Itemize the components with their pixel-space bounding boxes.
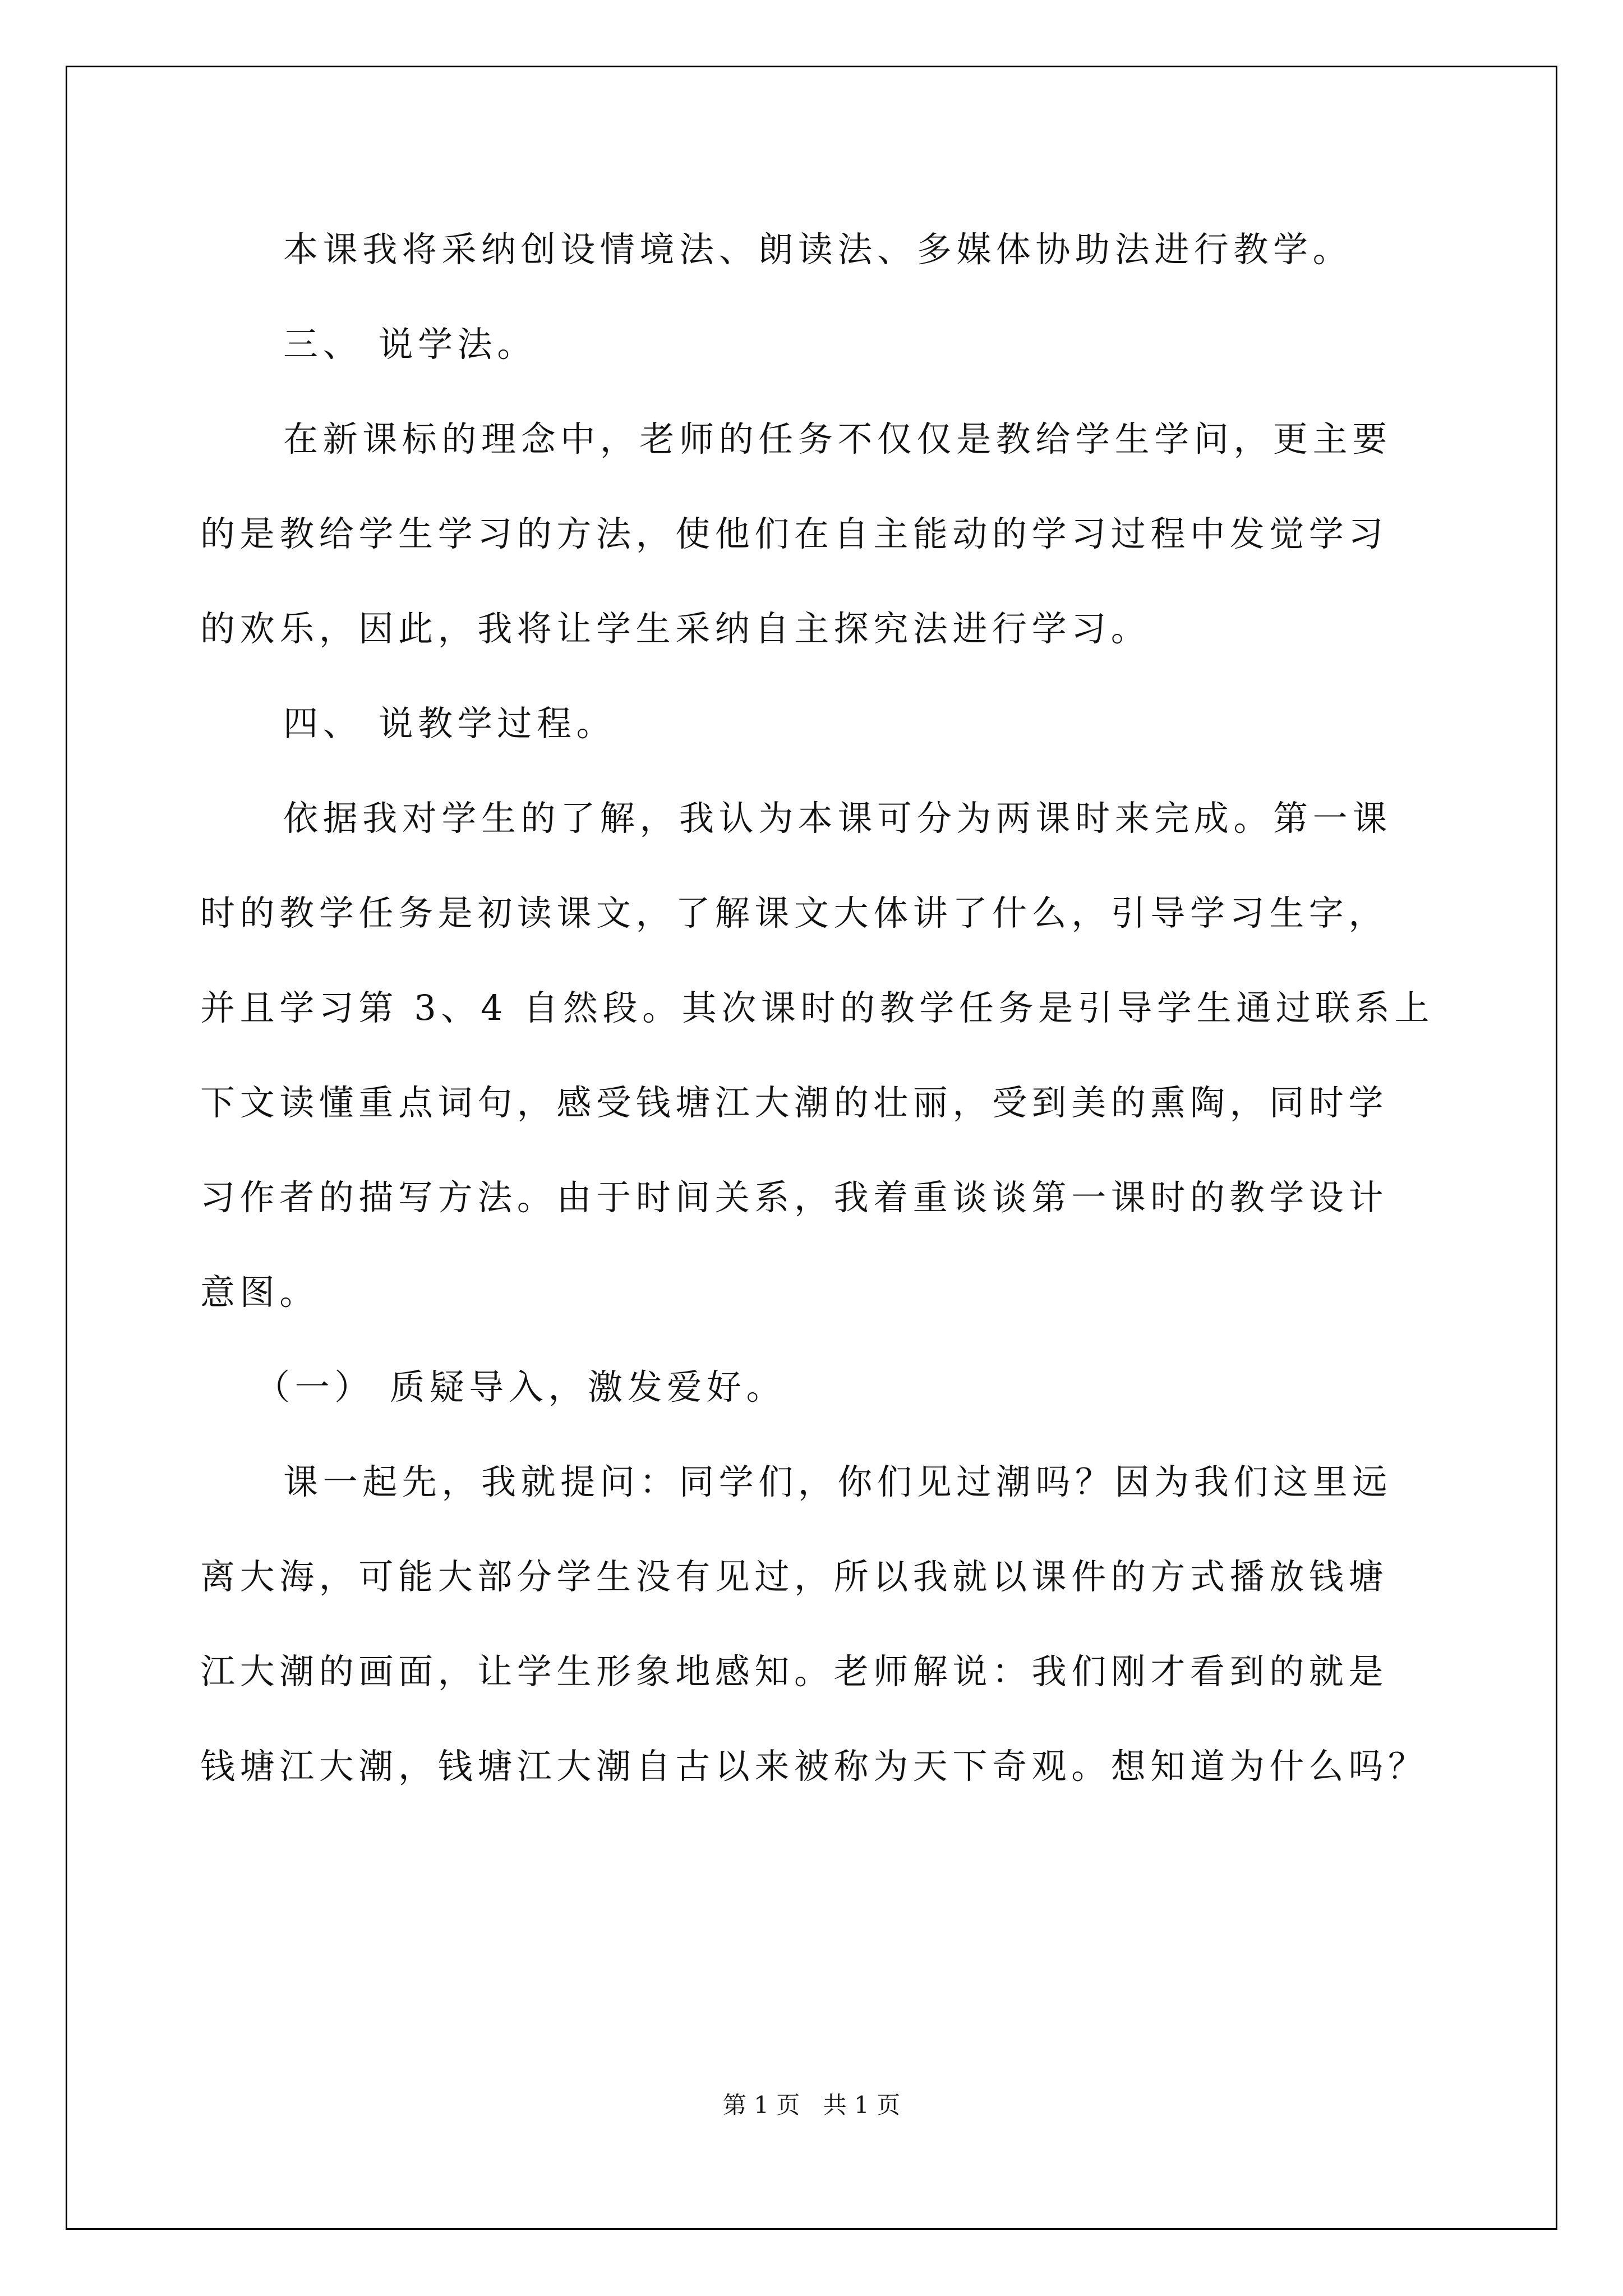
paragraph-line: 依据我对学生的了解，我认为本课可分为两课时来完成。第一课 xyxy=(283,798,1392,839)
paragraph-line: 下文读懂重点词句，感受钱塘江大潮的壮丽，受到美的熏陶，同时学 xyxy=(200,1082,1389,1123)
paragraph-line: 意图。 xyxy=(200,1272,319,1313)
paragraph-line: 江大潮的画面，让学生形象地感知。老师解说：我们刚才看到的就是 xyxy=(200,1651,1389,1692)
paragraph-line: 在新课标的理念中，老师的任务不仅仅是教给学生学问，更主要 xyxy=(283,418,1392,459)
section-heading: 四、 说教学过程。 xyxy=(283,703,616,744)
paragraph-line: 本课我将采纳创设情境法、朗读法、多媒体协助法进行教学。 xyxy=(283,229,1353,270)
page-border xyxy=(66,66,1557,2230)
paragraph-line: 钱塘江大潮，钱塘江大潮自古以来被称为天下奇观。想知道为什么吗？ xyxy=(200,1746,1428,1787)
page-count: 共 1 页 xyxy=(823,2091,901,2119)
paragraph-line: 的是教给学生学习的方法，使他们在自主能动的学习过程中发觉学习 xyxy=(200,513,1389,554)
paragraph-line: 的欢乐，因此，我将让学生采纳自主探究法进行学习。 xyxy=(200,608,1151,649)
paragraph-line: 时的教学任务是初读课文，了解课文大体讲了什么，引导学习生字， xyxy=(200,892,1389,933)
page-number: 第 1 页 xyxy=(722,2091,800,2119)
paragraph-line: 并且学习第 3、4 自然段。其次课时的教学任务是引导学生通过联系上 xyxy=(200,987,1435,1028)
subsection-heading: （一） 质疑导入，激发爱好。 xyxy=(255,1366,786,1407)
page-footer xyxy=(0,2090,1623,2121)
section-heading: 三、 说学法。 xyxy=(283,324,537,365)
paragraph-line: 离大海，可能大部分学生没有见过，所以我就以课件的方式播放钱塘 xyxy=(200,1556,1389,1597)
paragraph-line: 课一起先，我就提问：同学们，你们见过潮吗？因为我们这里远 xyxy=(283,1461,1392,1502)
paragraph-line: 习作者的描写方法。由于时间关系，我着重谈谈第一课时的教学设计 xyxy=(200,1177,1389,1218)
